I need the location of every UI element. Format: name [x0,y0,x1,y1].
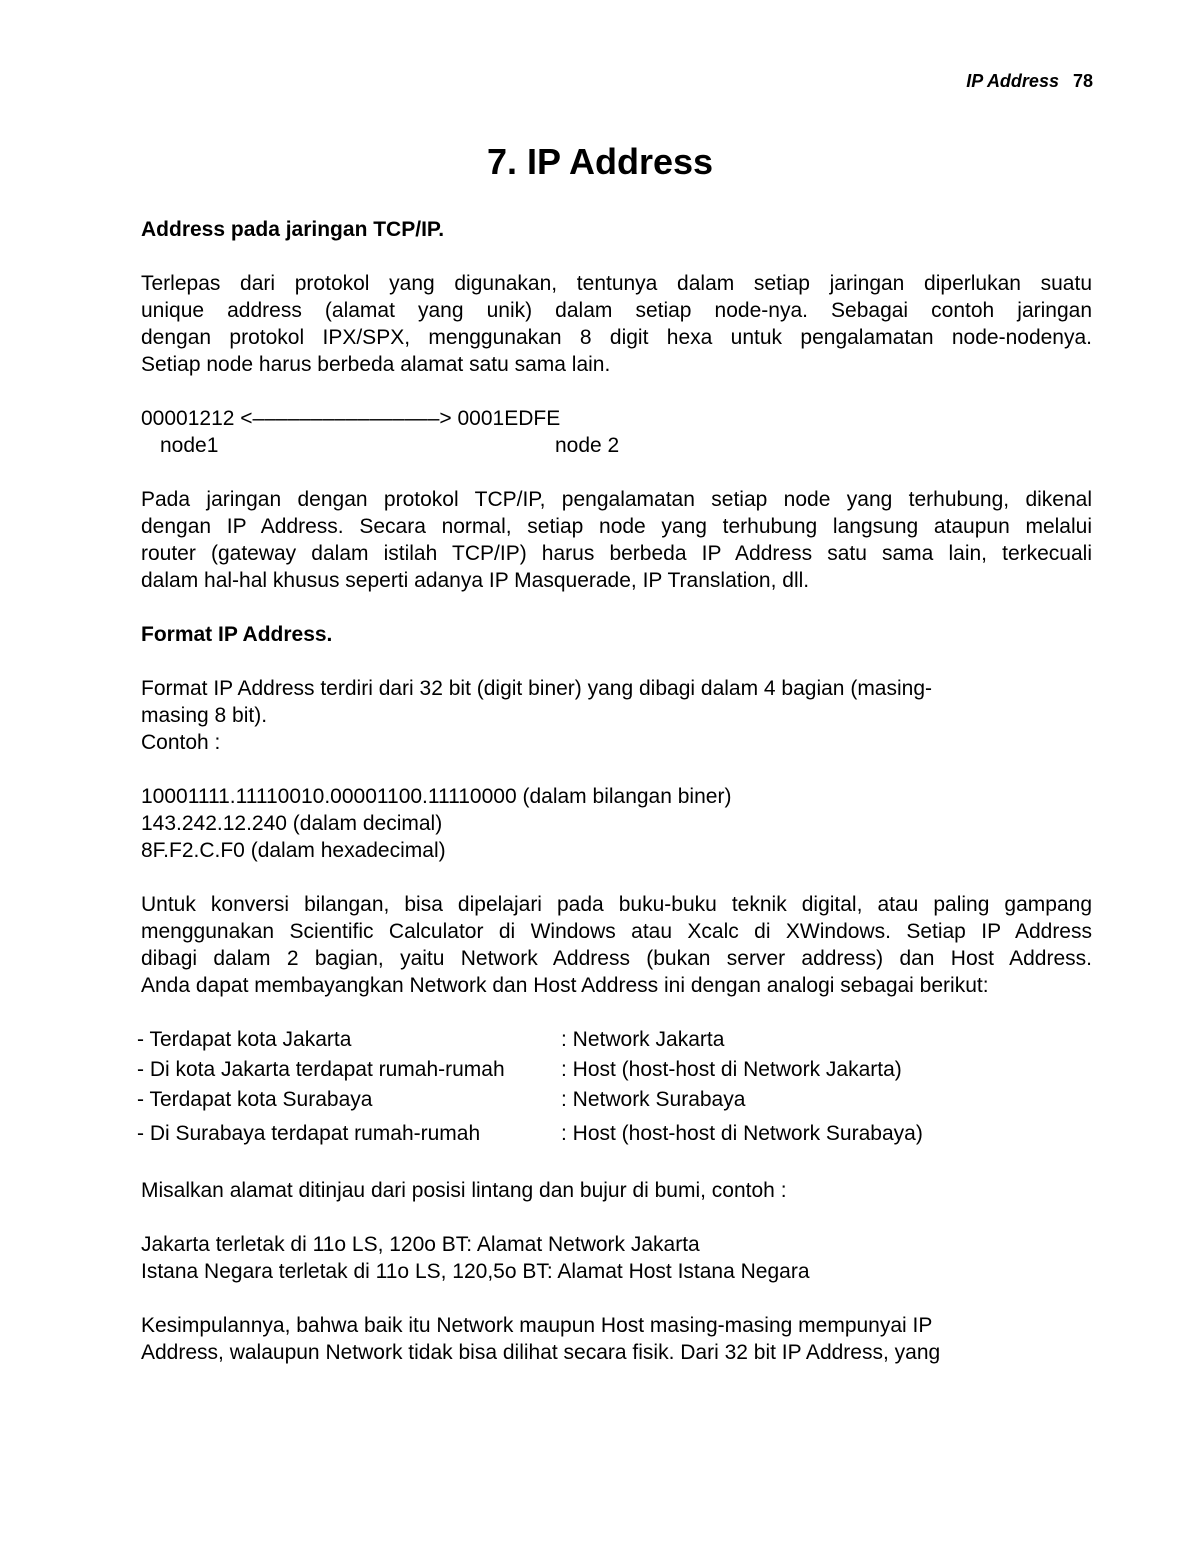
text-line: unique address (alamat yang unik) dalam setiap node-nya. Sebagai contoh jaringan [141,299,1092,322]
text-line: Pada jaringan dengan protokol TCP/IP, pengalamatan setiap node yang terhubung, dikenal [141,488,1092,511]
node-address-diagram [141,405,1092,459]
text-line: dalam hal-hal khusus seperti adanya IP Masquerade, IP Translation, dll. [141,569,810,592]
ip-example-binary: 10001111.11110010.00001100.11110000 (dalam bilangan biner) [141,785,732,808]
list-item [137,1026,1092,1056]
analogy-left: - Terdapat kota Jakarta [137,1028,352,1051]
node1-label: node1 [160,434,219,457]
text-line: Address, walaupun Network tidak bisa dilihat secara fisik. Dari 32 bit IP Address, yang [141,1341,941,1364]
paragraph-conclusion [141,1312,1092,1366]
section-heading-address: Address pada jaringan TCP/IP. [141,218,445,241]
node-link-line: 00001212 <––––––––––––––––> 0001EDFE [141,407,561,430]
analogy-left: - Di Surabaya terdapat rumah-rumah [137,1122,481,1145]
list-item [137,1086,1092,1120]
analogy-right: : Host (host-host di Network Jakarta) [561,1058,902,1081]
text-line: dengan IP Address. Secara normal, setiap node yang terhubung langsung ataupun melalui [141,515,1092,538]
text-line: dibagi dalam 2 bagian, yaitu Network Address (bukan server address) dan Host Address. [141,947,1092,970]
analogy-list [137,1026,1092,1150]
list-item [137,1056,1092,1086]
paragraph-conversion [141,891,1092,999]
page-number: 78 [1072,71,1093,91]
coordinate-examples [141,1231,1092,1285]
page-body [137,216,1092,1393]
analogy-left: - Di kota Jakarta terdapat rumah-rumah [137,1058,505,1081]
ip-example-hex: 8F.F2.C.F0 (dalam hexadecimal) [141,839,446,862]
section-heading-format: Format IP Address. [141,623,333,646]
node2-label: node 2 [555,434,620,457]
running-header [966,71,1093,92]
text-line: Contoh : [141,731,221,754]
text-line: Istana Negara terletak di 11o LS, 120,5o BT: Alamat Host Istana Negara [141,1260,810,1283]
text-line: masing 8 bit). [141,704,268,727]
text-line: dengan protokol IPX/SPX, menggunakan 8 digit hexa untuk pengalamatan node-nodenya. [141,326,1092,349]
analogy-right: : Host (host-host di Network Surabaya) [561,1122,923,1145]
paragraph-coordinates-intro [141,1177,1092,1204]
text-line: Anda dapat membayangkan Network dan Host Address ini dengan analogi sebagai berikut: [141,974,989,997]
text-line: Kesimpulannya, bahwa baik itu Network maupun Host masing-masing mempunyai IP [141,1314,933,1337]
text-line: menggunakan Scientific Calculator di Windows atau Xcalc di XWindows. Setiap IP Address [141,920,1092,943]
running-header-title: IP Address [966,71,1059,91]
chapter-title: 7. IP Address [486,141,714,182]
analogy-left: - Terdapat kota Surabaya [137,1088,373,1111]
paragraph-format [141,675,1092,756]
text-line: Format IP Address terdiri dari 32 bit (digit biner) yang dibagi dalam 4 bagian (masing- [141,677,933,700]
text-line: Misalkan alamat ditinjau dari posisi lintang dan bujur di bumi, contoh : [141,1179,787,1202]
paragraph-tcpip [141,486,1092,594]
ip-examples [141,783,1092,864]
text-line: router (gateway dalam istilah TCP/IP) harus berbeda IP Address satu sama lain, terkecuali [141,542,1092,565]
text-line: Setiap node harus berbeda alamat satu sama lain. [141,353,611,376]
analogy-right: : Network Jakarta [561,1028,725,1051]
paragraph-intro [141,270,1092,378]
text-line: Untuk konversi bilangan, bisa dipelajari pada buku-buku teknik digital, atau paling gampang [141,893,1092,916]
list-item [137,1120,1092,1150]
text-line: Jakarta terletak di 11o LS, 120o BT: Alamat Network Jakarta [141,1233,700,1256]
text-line: Terlepas dari protokol yang digunakan, tentunya dalam setiap jaringan diperlukan suatu [141,272,1092,295]
ip-example-decimal: 143.242.12.240 (dalam decimal) [141,812,443,835]
analogy-right: : Network Surabaya [561,1088,746,1111]
